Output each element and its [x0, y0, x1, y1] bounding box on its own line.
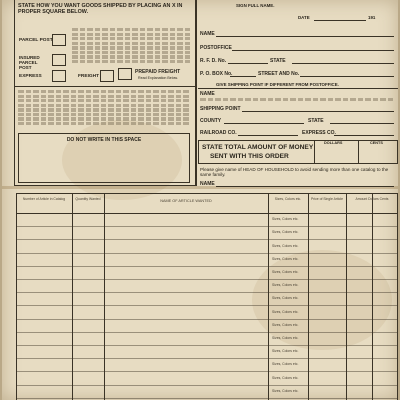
table-row[interactable]: [16, 226, 398, 227]
header-sizes: Sizes, Colors etc.: [274, 197, 302, 201]
option-insured-label: INSURED PARCEL POST: [19, 55, 40, 71]
express-line[interactable]: [334, 135, 394, 136]
order-form-page: [2, 0, 398, 400]
date-line[interactable]: [314, 20, 366, 21]
row-sizes-text: Sizes, Colors etc.: [272, 336, 299, 340]
column-divider: [72, 193, 73, 400]
shipping-heading: GIVE SHIPPING POINT IF DIFFERENT FROM POSTOFFICE.: [216, 82, 339, 87]
table-row[interactable]: [16, 319, 398, 320]
table-row[interactable]: [16, 292, 398, 293]
row-sizes-text: Sizes, Colors etc.: [272, 309, 299, 314]
row-sizes-text: Sizes, Colors etc.: [272, 296, 299, 301]
divider: [14, 86, 196, 87]
table-row[interactable]: [16, 371, 398, 372]
divider: [198, 88, 398, 89]
table-row[interactable]: [16, 239, 398, 240]
shipping-explanation-text: [72, 28, 190, 66]
option-insured-checkbox[interactable]: [52, 54, 66, 66]
state-label: STATE: [270, 58, 286, 64]
table-row[interactable]: [16, 398, 398, 399]
order-table: [16, 193, 398, 400]
header-amount: Amount Dollars Cents: [355, 197, 389, 201]
column-divider: [104, 193, 105, 400]
table-row[interactable]: [16, 345, 398, 346]
instructions-text: [18, 90, 190, 130]
name2-label: NAME: [200, 91, 215, 97]
state2-line[interactable]: [330, 123, 394, 124]
shipping-point-line[interactable]: [242, 111, 394, 112]
pobox-line[interactable]: [230, 76, 256, 77]
household-note: Please give name of HEAD OF HOUSEHOLD to avoid sending more than one catalog to the same family.: [200, 167, 389, 178]
state2-label: STATE: [308, 118, 324, 124]
option-prepaid-freight-label: PREPAID FREIGHT: [135, 69, 181, 75]
header-price: Price of Single Article: [310, 197, 344, 201]
cents-input[interactable]: [360, 147, 396, 162]
total-line1: STATE TOTAL AMOUNT OF MONEY: [202, 144, 314, 151]
row-sizes-text: Sizes, Colors etc.: [272, 243, 299, 248]
row-sizes-text: Sizes, Colors etc.: [272, 375, 299, 380]
option-prepaid-freight-checkbox[interactable]: [118, 68, 132, 80]
street-label: STREET AND No.: [258, 71, 300, 77]
row-sizes-text: Sizes, Colors etc.: [272, 349, 299, 354]
row-sizes-text: Sizes, Colors etc.: [272, 217, 299, 222]
dollars-input[interactable]: [316, 147, 356, 162]
railroad-label: RAILROAD CO.: [200, 130, 237, 136]
row-sizes-text: Sizes, Colors etc.: [272, 230, 299, 235]
county-line[interactable]: [224, 123, 304, 124]
name-line[interactable]: [216, 36, 394, 37]
shipping-method-heading: STATE HOW YOU WANT GOODS SHIPPED BY PLACING AN X IN PROPER SQUARE BELOW.: [18, 3, 183, 16]
column-divider: [346, 193, 347, 400]
option-express-label: EXPRESS: [19, 74, 42, 79]
row-sizes-text: Sizes, Colors etc.: [272, 362, 299, 367]
option-express-checkbox[interactable]: [52, 70, 66, 82]
option-parcel-post-checkbox[interactable]: [52, 34, 66, 46]
pobox-label: P. O. BOX No.: [200, 71, 233, 77]
year-label: 191: [368, 15, 376, 20]
table-row[interactable]: [16, 279, 398, 280]
row-sizes-text: Sizes, Colors etc.: [272, 270, 299, 274]
name3-line[interactable]: [216, 186, 394, 187]
name3-label: NAME: [200, 181, 215, 187]
row-sizes-text: Sizes, Colors etc.: [272, 256, 299, 261]
postoffice-label: POSTOFFICE: [200, 45, 232, 51]
dollars-label: DOLLARS: [324, 141, 343, 145]
divider: [358, 140, 359, 164]
shipping-point-label: SHIPPING POINT: [200, 106, 241, 112]
railroad-line[interactable]: [238, 135, 298, 136]
column-divider: [308, 193, 309, 400]
express-label: EXPRESS CO.: [302, 130, 336, 136]
center-divider: [196, 0, 197, 186]
county-label: COUNTY: [200, 118, 222, 124]
header-article-name: NAME OF ARTICLE WANTED: [160, 199, 212, 203]
option-prepaid-freight-sub: Read Explanation Below.: [138, 76, 178, 80]
table-row[interactable]: [16, 332, 398, 333]
divider: [314, 140, 315, 164]
column-divider: [268, 193, 269, 400]
cents-label: CENTS: [370, 141, 383, 145]
table-row[interactable]: [16, 305, 398, 306]
table-row[interactable]: [16, 266, 398, 267]
total-line2: SENT WITH THIS ORDER: [210, 153, 289, 160]
table-row[interactable]: [16, 358, 398, 359]
column-divider: [372, 193, 373, 400]
header-article-number: Number of Article in Catalog: [22, 197, 66, 201]
rfd-line[interactable]: [228, 63, 268, 64]
rfd-label: R. F. D. No.: [200, 58, 227, 64]
street-line[interactable]: [300, 76, 394, 77]
table-header-divider: [16, 213, 398, 214]
option-parcel-post-label: PARCEL POST: [19, 38, 53, 43]
row-sizes-text: Sizes, Colors etc.: [272, 322, 299, 327]
row-sizes-text: Sizes, Colors etc.: [272, 283, 299, 288]
state-line[interactable]: [292, 63, 394, 64]
row-sizes-text: Sizes, Colors etc.: [272, 388, 299, 393]
do-not-write-label: DO NOT WRITE IN THIS SPACE: [66, 137, 142, 143]
header-quantity: Quantity Wanted: [75, 197, 101, 201]
name-label: NAME: [200, 31, 215, 37]
sign-full-name-label: SIGN FULL NAME.: [236, 3, 275, 8]
postoffice-line[interactable]: [232, 50, 394, 51]
shipping-note-text: [200, 98, 394, 106]
option-freight-label: FREIGHT: [78, 74, 100, 79]
option-freight-checkbox[interactable]: [100, 70, 114, 82]
date-label: DATE: [298, 15, 310, 20]
table-row[interactable]: [16, 385, 398, 386]
table-row[interactable]: [16, 253, 398, 254]
